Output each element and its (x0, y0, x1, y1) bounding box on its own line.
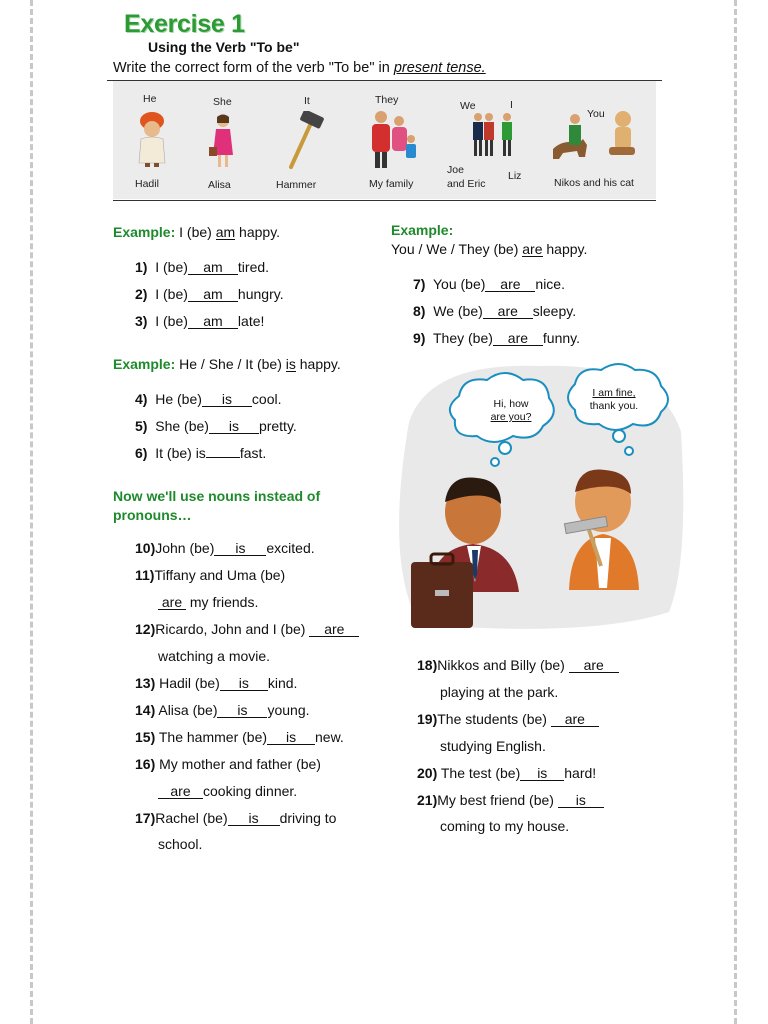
example-answer: am (215, 224, 236, 240)
pronoun-they-label: They (375, 94, 399, 106)
question-21 (417, 792, 604, 808)
question-number: 3) (135, 313, 148, 329)
answer-blank[interactable] (206, 457, 240, 458)
nouns-heading: Now we'll use nouns instead of pronouns… (113, 488, 321, 523)
pronoun-it-label: It (304, 95, 310, 107)
example-i (113, 224, 280, 240)
example-label: Example: (391, 222, 454, 238)
question-text: hungry. (237, 286, 284, 302)
question-text: The test (be) (437, 765, 521, 781)
pronoun-you-label: You (587, 108, 605, 120)
question-number: 8) (413, 303, 426, 319)
answer-blank[interactable]: are (551, 712, 599, 727)
question-2 (135, 286, 284, 302)
question-number: 6) (135, 445, 148, 461)
question-1 (135, 259, 269, 275)
question-text: I (be) (155, 259, 188, 275)
question-11 (135, 567, 285, 583)
boy-with-dog-and-cat-icon (549, 109, 641, 165)
answer-blank[interactable]: are (309, 622, 359, 637)
answer-blank[interactable]: am (188, 314, 238, 329)
pronoun-he-name: Hadil (135, 178, 159, 190)
pronoun-i-name: Liz (508, 170, 522, 182)
question-number: 5) (135, 418, 148, 434)
pronoun-i-label: I (510, 99, 513, 111)
pronoun-we-label: We (460, 100, 476, 112)
question-text: hard! (564, 765, 597, 781)
question-17 (135, 810, 336, 826)
pronoun-he-label: He (143, 93, 157, 105)
question-5 (135, 418, 297, 434)
question-7 (413, 276, 565, 292)
question-number: 20) (417, 765, 438, 781)
example-text: happy. (235, 224, 281, 240)
question-text: My best friend (be) (437, 792, 554, 808)
pronoun-we-name-2: and Eric (447, 178, 486, 190)
answer-blank[interactable]: are (485, 277, 535, 292)
example-label: Example: (113, 224, 176, 240)
question-20 (417, 765, 596, 781)
question-text: You (be) (432, 276, 486, 292)
question-number: 1) (135, 259, 148, 275)
question-18-continued: playing at the park. (440, 684, 559, 700)
question-3 (135, 313, 264, 329)
question-text: It (be) is (155, 445, 206, 461)
question-number: 13) (135, 675, 156, 691)
question-text: Hadil (be) (155, 675, 220, 691)
page-border-left (30, 0, 33, 1024)
question-text: new. (315, 729, 344, 745)
question-number: 14) (135, 702, 156, 718)
left-bubble-text (481, 398, 541, 424)
example-he-she-it (113, 356, 341, 372)
question-number: 4) (135, 391, 148, 407)
question-12 (135, 621, 359, 637)
family-icon (367, 109, 419, 171)
question-16 (135, 756, 321, 772)
question-text: Ricardo, John and I (be) (155, 621, 306, 637)
question-text: I (be) (155, 313, 188, 329)
instruction-text: Write the correct form of the verb "To be" in (113, 60, 394, 76)
question-text: excited. (266, 540, 315, 556)
pronoun-you-name: Nikos and his cat (554, 177, 634, 189)
question-8 (413, 303, 576, 319)
instruction-emphasis: present tense. (393, 60, 486, 76)
example-text: happy. (542, 241, 588, 257)
question-text: sleepy. (532, 303, 577, 319)
question-9 (413, 330, 580, 346)
answer-blank[interactable]: are (569, 658, 619, 673)
question-number: 9) (413, 330, 426, 346)
page-border-right (734, 0, 737, 1024)
panel-bottom-rule (113, 200, 656, 201)
question-text: nice. (535, 276, 565, 292)
bubble-line: I am fine, (592, 387, 636, 399)
question-number: 17) (135, 810, 156, 826)
question-number: 21) (417, 792, 438, 808)
question-text: She (be) (155, 418, 209, 434)
question-number: 7) (413, 276, 426, 292)
question-19 (417, 711, 599, 727)
question-12-continued: watching a movie. (158, 648, 271, 664)
instruction (113, 60, 486, 76)
question-4 (135, 391, 282, 407)
question-text: kind. (267, 675, 298, 691)
bubble-line: Hi, how (493, 398, 529, 410)
question-17-continued: school. (158, 836, 203, 852)
question-text: fast. (239, 445, 267, 461)
example-label: Example: (113, 356, 176, 372)
answer-blank[interactable]: is (209, 419, 259, 434)
answer-blank[interactable]: am (188, 287, 238, 302)
boy-turban-icon (133, 109, 171, 167)
answer-blank[interactable]: am (188, 260, 238, 275)
question-18 (417, 657, 619, 673)
pronoun-it-name: Hammer (276, 179, 317, 191)
question-15 (135, 729, 344, 745)
answer-blank[interactable]: is (558, 793, 604, 808)
right-bubble-text (584, 387, 644, 413)
pronoun-she-label: She (213, 96, 232, 108)
example-text: He / She / It (be) (175, 356, 286, 372)
girl-icon (207, 113, 237, 169)
question-19-continued: studying English. (440, 738, 546, 754)
briefcase-icon (411, 554, 473, 628)
question-text: driving to (279, 810, 337, 826)
example-text: You / We / They (be) (391, 241, 523, 257)
question-text: funny. (542, 330, 581, 346)
answer-blank[interactable]: is (202, 392, 252, 407)
two-boys-and-girl-icon (469, 111, 517, 161)
question-number: 16) (135, 756, 156, 772)
question-14 (135, 702, 310, 718)
question-text: Tiffany and Uma (be) (154, 567, 286, 583)
question-text: He (be) (155, 391, 202, 407)
hammer-icon (283, 111, 327, 171)
exercise-title: Exercise 1 (124, 10, 245, 38)
question-number: 11) (135, 567, 155, 583)
question-text: tired. (237, 259, 270, 275)
question-text: my friends. (186, 594, 259, 610)
example-text: happy. (295, 356, 341, 372)
question-number: 18) (417, 657, 438, 673)
example-text: I (be) (175, 224, 216, 240)
answer-blank[interactable]: is (220, 676, 268, 691)
example-you-we-they-label (391, 222, 453, 238)
question-number: 19) (417, 711, 438, 727)
example-you-we-they (391, 241, 587, 257)
example-answer: is (285, 356, 296, 372)
bubble-line: are you? (490, 411, 532, 423)
question-text: cool. (251, 391, 282, 407)
pronoun-we-name-1: Joe (447, 164, 464, 176)
question-11-continued (158, 594, 258, 610)
answer-blank[interactable]: is (267, 730, 315, 745)
question-text: cooking dinner. (203, 783, 298, 799)
question-text: young. (267, 702, 310, 718)
question-text: John (be) (155, 540, 215, 556)
question-text: The students (be) (437, 711, 547, 727)
question-text: They (be) (432, 330, 493, 346)
question-text: Nikkos and Billy (be) (437, 657, 565, 673)
answer-blank[interactable]: is (217, 703, 267, 718)
question-10 (135, 540, 315, 556)
answer-blank[interactable]: is (520, 766, 564, 781)
answer-blank[interactable]: are (158, 784, 203, 799)
question-21-continued: coming to my house. (440, 818, 570, 834)
question-text: Rachel (be) (155, 810, 228, 826)
question-number: 12) (135, 621, 156, 637)
answer-blank[interactable]: are (483, 304, 533, 319)
question-number: 10) (135, 540, 156, 556)
answer-blank[interactable]: is (228, 811, 280, 826)
question-6 (135, 445, 266, 461)
question-16-continued (158, 783, 297, 799)
question-number: 15) (135, 729, 156, 745)
question-number: 2) (135, 286, 148, 302)
question-text: pretty. (258, 418, 297, 434)
pronoun-she-name: Alisa (208, 179, 231, 191)
answer-blank[interactable]: are (158, 595, 186, 610)
question-text: late! (237, 313, 265, 329)
answer-blank[interactable]: are (493, 331, 543, 346)
question-text: I (be) (155, 286, 188, 302)
question-text: We (be) (433, 303, 483, 319)
answer-blank[interactable]: is (214, 541, 266, 556)
question-text: Alisa (be) (155, 702, 218, 718)
question-13 (135, 675, 297, 691)
pronoun-picture-panel (113, 81, 656, 199)
question-text: The hammer (be) (155, 729, 268, 745)
pronoun-they-name-text: My family (369, 178, 414, 190)
exercise-subtitle: Using the Verb "To be" (148, 39, 300, 55)
example-answer: are (522, 241, 543, 257)
bubble-line: thank you. (589, 400, 639, 412)
question-text: My mother and father (be) (155, 756, 321, 772)
